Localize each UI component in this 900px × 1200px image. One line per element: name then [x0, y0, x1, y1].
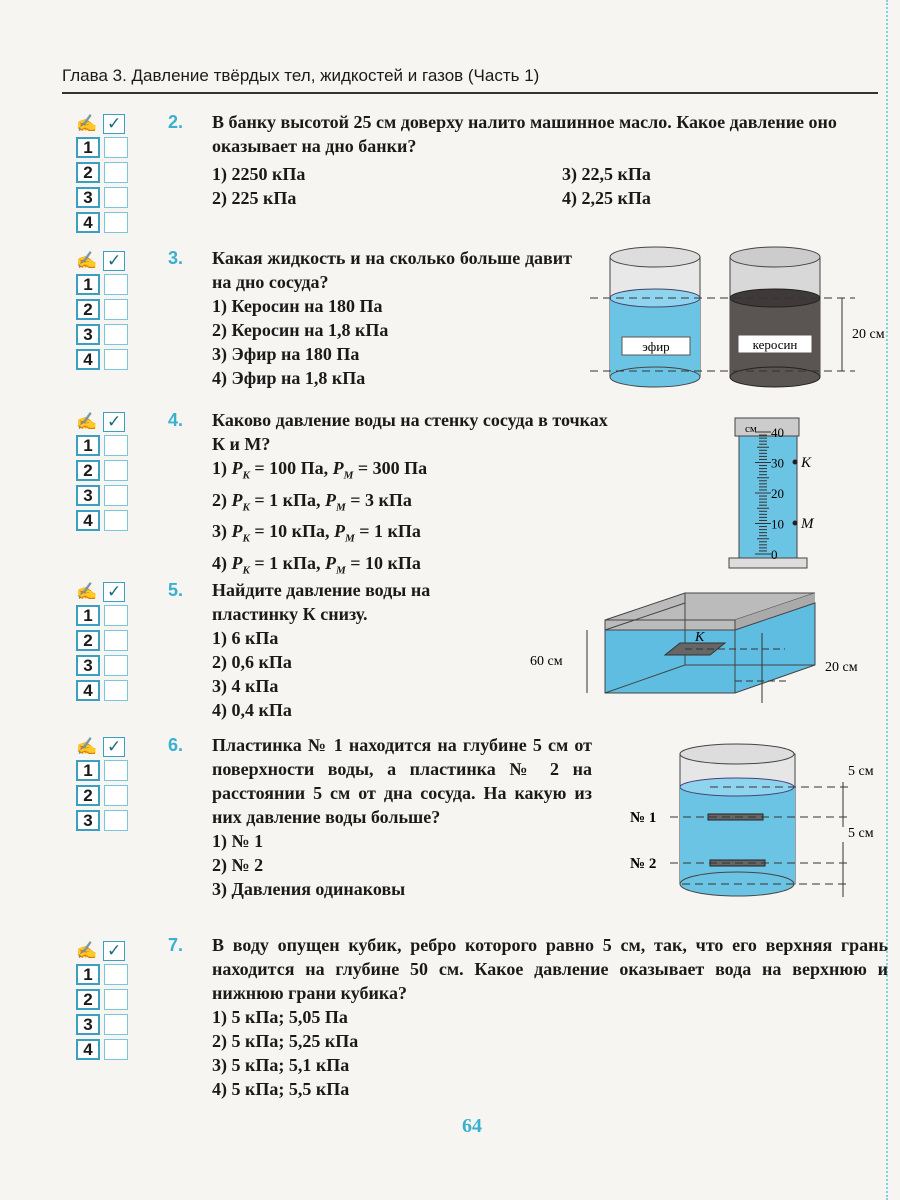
answer-number: 2: [76, 299, 100, 320]
answer-number: 4: [76, 349, 100, 370]
header-divider: [62, 92, 878, 94]
option-1[interactable]: 1) 2250 кПа: [212, 164, 306, 184]
plate-1-label: № 1: [630, 810, 657, 826]
check-icon[interactable]: ✓: [103, 941, 125, 961]
answer-checkbox[interactable]: [104, 435, 128, 456]
answer-box-group: [76, 250, 134, 372]
answer-number: 4: [76, 212, 100, 233]
option-1[interactable]: 1) Керосин на 180 Па: [212, 296, 383, 316]
answer-checkbox[interactable]: [104, 299, 128, 320]
answer-checkbox[interactable]: [104, 349, 128, 370]
option-1[interactable]: 1) $P_K = 100$ Па, $P_M = 300$ Па: [212, 458, 428, 482]
answer-number: 1: [76, 137, 100, 158]
scale-label: 20: [771, 486, 784, 501]
answer-number: 3: [76, 655, 100, 676]
option-1[interactable]: 1) № 1: [212, 831, 264, 851]
scale-label: 0: [771, 547, 778, 562]
figure-plates-cylinder: [630, 742, 895, 912]
question-5: [168, 578, 488, 722]
option-4[interactable]: 4) 2,25 кПа: [562, 188, 651, 208]
pencil-icon: ✍: [76, 412, 98, 431]
pressure-m: = 1 кПа: [359, 521, 421, 542]
chapter-header: Глава 3. Давление твёрдых тел, жидкостей и газов (Часть 1): [62, 66, 540, 85]
answer-checkbox[interactable]: [104, 785, 128, 806]
answer-number: 3: [76, 1014, 100, 1035]
figure-ether-kerosene: [590, 245, 890, 395]
answer-checkbox[interactable]: [104, 460, 128, 481]
ether-cylinder: [610, 247, 700, 387]
answer-checkbox[interactable]: [104, 162, 128, 183]
answer-box-group: [76, 940, 134, 1062]
pencil-icon: ✍: [76, 114, 98, 133]
option-2[interactable]: 2) 5 кПа; 5,25 кПа: [212, 1031, 359, 1051]
check-icon[interactable]: ✓: [103, 412, 125, 432]
answer-number: 3: [76, 187, 100, 208]
scale-label: 10: [771, 516, 784, 532]
answer-checkbox[interactable]: [104, 989, 128, 1010]
scale-label: 30: [771, 455, 784, 471]
height-label: 20 см: [852, 327, 885, 342]
option-3[interactable]: 3) 22,5 кПа: [562, 164, 651, 184]
option-4[interactable]: 4) 5 кПа; 5,5 кПа: [212, 1079, 350, 1099]
option-2[interactable]: 2) Керосин на 1,8 кПа: [212, 320, 389, 340]
answer-box-group: [76, 411, 134, 533]
pressure-k: = 100 Па,: [254, 458, 329, 478]
answer-box-group: [76, 113, 134, 235]
pencil-icon: ✍: [76, 941, 98, 960]
pressure-k: = 1 кПа,: [254, 552, 321, 573]
option-4[interactable]: 4) Эфир на 1,8 кПа: [212, 368, 366, 388]
answer-number: 2: [76, 630, 100, 651]
figure-tank: [525, 585, 895, 710]
question-2: [168, 110, 888, 210]
answer-number: 1: [76, 760, 100, 781]
check-icon[interactable]: ✓: [103, 251, 125, 271]
answer-number: 1: [76, 274, 100, 295]
figure-graduated-cylinder: [715, 410, 835, 580]
question-text: Какая жидкость и на сколько больше давит на дно сосуда?: [212, 248, 572, 292]
depth-label: 60 см: [530, 654, 563, 669]
question-3: [168, 246, 588, 390]
question-text: Каково давление воды на стенку сосуда в точках К и М?: [212, 410, 608, 454]
answer-checkbox[interactable]: [104, 137, 128, 158]
answer-number: 3: [76, 324, 100, 345]
option-3[interactable]: 3) 5 кПа; 5,1 кПа: [212, 1055, 350, 1075]
option-2[interactable]: 2) 0,6 кПа: [212, 652, 292, 672]
answer-checkbox[interactable]: [104, 1014, 128, 1035]
answer-box-group: [76, 581, 134, 703]
answer-checkbox[interactable]: [104, 187, 128, 208]
question-number: 5.: [168, 580, 184, 600]
answer-number: 2: [76, 460, 100, 481]
option-3[interactable]: 3) Давления одинаковы: [212, 879, 406, 899]
answer-box-group: [76, 736, 134, 833]
answer-checkbox[interactable]: [104, 655, 128, 676]
answer-checkbox[interactable]: [104, 212, 128, 233]
option-3[interactable]: 3) Эфир на 180 Па: [212, 344, 360, 364]
pressure-m: = 10 кПа: [350, 552, 421, 573]
check-icon[interactable]: ✓: [103, 582, 125, 602]
option-number: 4): [212, 552, 227, 573]
option-4[interactable]: 4) $P_K = 1$ кПа, $P_M = 10$ кПа: [212, 552, 421, 577]
question-text: Найдите давление воды на пластинку К снизу.: [212, 580, 431, 624]
answer-checkbox[interactable]: [104, 760, 128, 781]
pressure-m: = 3 кПа: [350, 489, 412, 510]
kerosene-cylinder: [730, 247, 820, 387]
option-number: 1): [212, 458, 227, 478]
check-icon[interactable]: ✓: [103, 114, 125, 134]
option-2[interactable]: 2) № 2: [212, 855, 264, 875]
question-number: 4.: [168, 410, 184, 430]
question-4: [168, 408, 628, 582]
answer-checkbox[interactable]: [104, 510, 128, 531]
option-1[interactable]: 1) 6 кПа: [212, 628, 279, 648]
point-k-label: K: [801, 455, 812, 471]
question-number: 6.: [168, 735, 184, 755]
answer-number: 3: [76, 485, 100, 506]
question-text: В банку высотой 25 см доверху налито машинное масло. Какое давление оно оказывает на дно банки?: [212, 112, 837, 156]
answer-checkbox[interactable]: [104, 810, 128, 831]
pressure-m: = 300 Па: [357, 458, 428, 478]
answer-number: 1: [76, 964, 100, 985]
answer-number: 4: [76, 510, 100, 531]
answer-checkbox[interactable]: [104, 1039, 128, 1060]
answer-number: 2: [76, 989, 100, 1010]
answer-checkbox[interactable]: [104, 605, 128, 626]
distance-2-label: 5 см: [848, 826, 874, 841]
answer-number: 2: [76, 785, 100, 806]
option-2[interactable]: 2) $P_K = 1$ кПа, $P_M = 3$ кПа: [212, 489, 412, 514]
answer-number: 1: [76, 435, 100, 456]
question-number: 7.: [168, 935, 184, 955]
answer-number: 1: [76, 605, 100, 626]
option-number: 2): [212, 489, 227, 510]
pencil-icon: ✍: [76, 737, 98, 756]
pencil-icon: ✍: [76, 582, 98, 601]
answer-checkbox[interactable]: [104, 485, 128, 506]
option-4[interactable]: 4) 0,4 кПа: [212, 700, 292, 720]
pressure-k: = 10 кПа,: [254, 521, 330, 542]
question-number: 2.: [168, 112, 184, 132]
option-number: 3): [212, 521, 227, 542]
distance-1-label: 5 см: [848, 764, 874, 779]
height-label: 20 см: [825, 660, 858, 675]
ether-label: эфир: [642, 339, 670, 354]
question-7: [168, 933, 888, 1101]
option-3[interactable]: 3) $P_K = 10$ кПа, $P_M = 1$ кПа: [212, 521, 421, 545]
kerosene-label: керосин: [752, 337, 798, 352]
question-6: [168, 733, 608, 901]
unit-label: см: [745, 423, 757, 435]
question-number: 3.: [168, 248, 184, 268]
answer-checkbox[interactable]: [104, 680, 128, 701]
plate-2-label: № 2: [630, 856, 657, 872]
question-text: В воду опущен кубик, ребро которого равно 5 см, так, что его верхняя грань находится на глубине 50 см. Какое давление оказывает вода на верхнюю и нижнюю грани кубика?: [212, 935, 888, 1003]
answer-number: 4: [76, 1039, 100, 1060]
answer-checkbox[interactable]: [104, 630, 128, 651]
option-1[interactable]: 1) 5 кПа; 5,05 Па: [212, 1007, 348, 1027]
answer-checkbox[interactable]: [104, 324, 128, 345]
plate-k-label: K: [695, 630, 705, 645]
answer-number: 3: [76, 810, 100, 831]
page-number: 64: [462, 1115, 482, 1137]
check-icon[interactable]: ✓: [103, 737, 125, 757]
question-text: Пластинка № 1 находится на глубине 5 см от поверхности воды, а пластинка № 2 на расстоянии 5 см от дна сосуда. На какую из них давление воды больше?: [212, 735, 592, 827]
point-m-label: M: [801, 516, 814, 532]
answer-checkbox[interactable]: [104, 274, 128, 295]
answer-checkbox[interactable]: [104, 964, 128, 985]
option-2[interactable]: 2) 225 кПа: [212, 188, 297, 208]
pencil-icon: ✍: [76, 251, 98, 270]
scale-label: 40: [771, 425, 784, 440]
answer-number: 2: [76, 162, 100, 183]
answer-number: 4: [76, 680, 100, 701]
option-3[interactable]: 3) 4 кПа: [212, 676, 279, 696]
pressure-k: = 1 кПа,: [254, 489, 321, 510]
